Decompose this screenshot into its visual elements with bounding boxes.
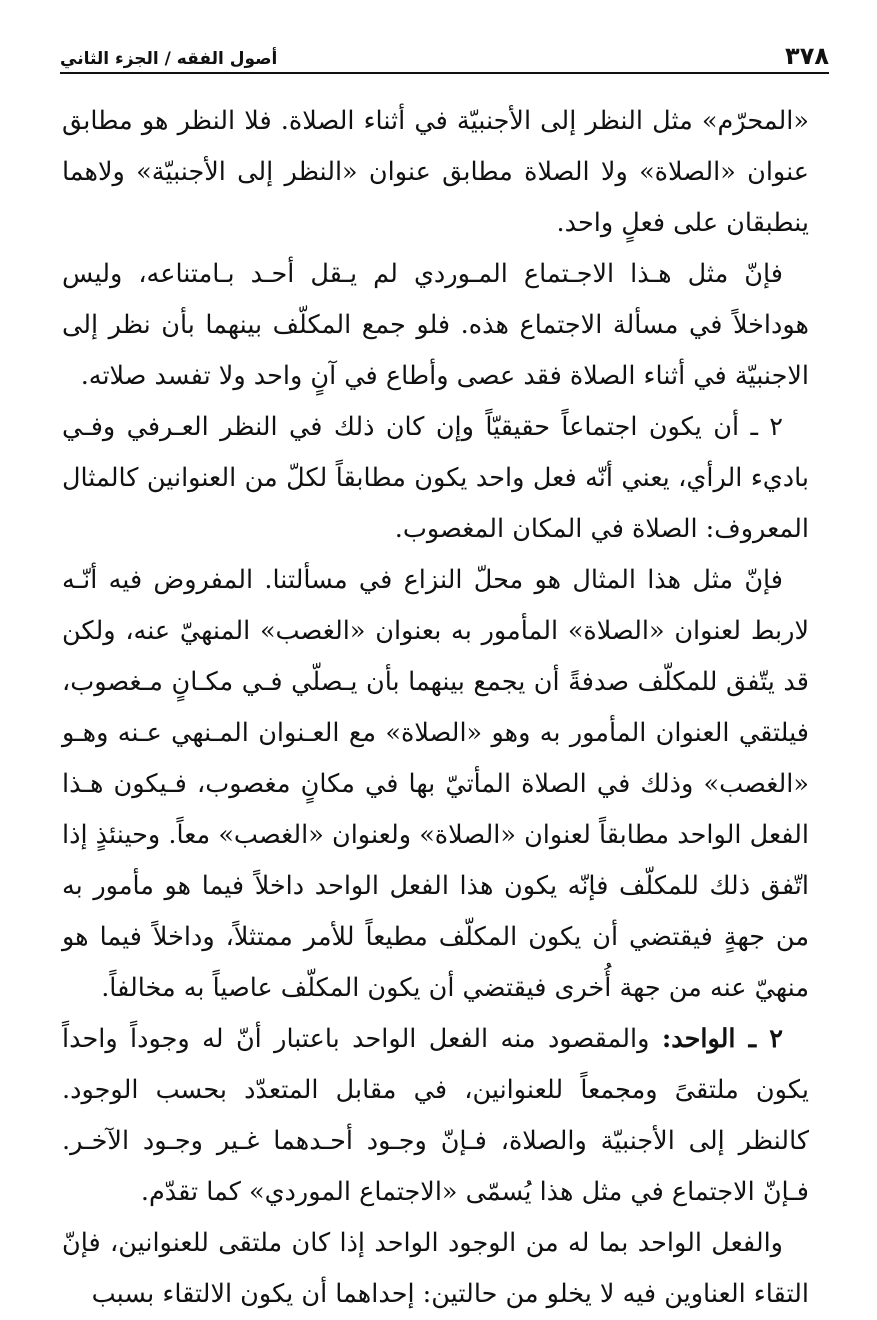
paragraph-1: «المحرّم» مثل النظر إلى الأجنبيّة في أثناء الصلاة. فلا النظر هو مطابق عنوان «الصلاة» ولا الصلاة مطابق عنوان «النظر إلى الأجنبيّة» ولاهما ينطبقان على فعلٍ واحد. [62, 106, 809, 238]
paragraph-5 [62, 1014, 809, 1218]
paragraph-5-text: والمقصود منه الفعل الواحد باعتبار أنّ له وجوداً واحداً يكون ملتقىً ومجمعاً للعنوانين، في مقابل المتعدّد بحسب الوجود. كالنظر إلى الأجنبيّة والصلاة، فـإنّ وجـود أحـدهما غـير وجـود الآخـر. فـإنّ الاجتماع في مثل هذا يُسمّى «الاجتماع الموردي» كما تقدّم. [62, 1024, 809, 1207]
paragraph-4: فإنّ مثل هذا المثال هو محلّ النزاع في مسألتنا. المفروض فيه أنّـه لاربط لعنوان «الصلاة» المأمور به بعنوان «الغصب» المنهيّ عنه، ولكن قد يتّفق للمكلّف صدفةً أن يجمع بينهما بأن يـصلّي فـي مكـانٍ مـغصوب، فيلتقي العنوان المأمور به وهو «الصلاة» مع العـنوان المـنهي عـنه وهـو «الغصب» وذلك في الصلاة المأتيّ بها في مكانٍ مغصوب، فـيكون هـذا الفعل الواحد مطابقاً لعنوان «الصلاة» ولعنوان «الغصب» معاً. وحينئذٍ إذا اتّفق ذلك للمكلّف فإنّه يكون هذا الفعل الواحد داخلاً فيما هو مأمور به من جهةٍ فيقتضي أن يكون المكلّف مطيعاً للأمر ممتثلاً، وداخلاً فيما هو منهيّ عنه من جهة أُخرى فيقتضي أن يكون المكلّف عاصياً به مخالفاً. [62, 565, 809, 1003]
page-number: ٣٧٨ [785, 42, 829, 70]
paragraph-6: والفعل الواحد بما له من الوجود الواحد إذا كان ملتقى للعنوانين، فإنّ التقاء العناوين فيه لا يخلو من حالتين: إحداهما أن يكون الالتقاء بسبب [62, 1228, 809, 1309]
paragraph-3: ٢ ـ أن يكون اجتماعاً حقيقيّاً وإن كان ذلك في النظر العـرفي وفـي باديء الرأي، يعني أنّه فعل واحد يكون مطابقاً لكلّ من العنوانين كالمثال المعروف: الصلاة في المكان المغصوب. [62, 412, 809, 544]
paragraph-2: فإنّ مثل هـذا الاجـتماع المـوردي لم يـقل أحـد بـامتناعه، وليس هوداخلاً في مسألة الاجتماع هذه. فلو جمع المكلّف بينهما بأن نظر إلى الاجنبيّة في أثناء الصلاة فقد عصى وأطاع في آنٍ واحد ولا تفسد صلاته. [62, 259, 809, 391]
running-title: أصول الفقه / الجزء الثاني [60, 49, 278, 69]
body-text [62, 96, 809, 1320]
paragraph-5-lead: ٢ ـ الواحد: [661, 1024, 783, 1054]
running-head [60, 34, 829, 74]
